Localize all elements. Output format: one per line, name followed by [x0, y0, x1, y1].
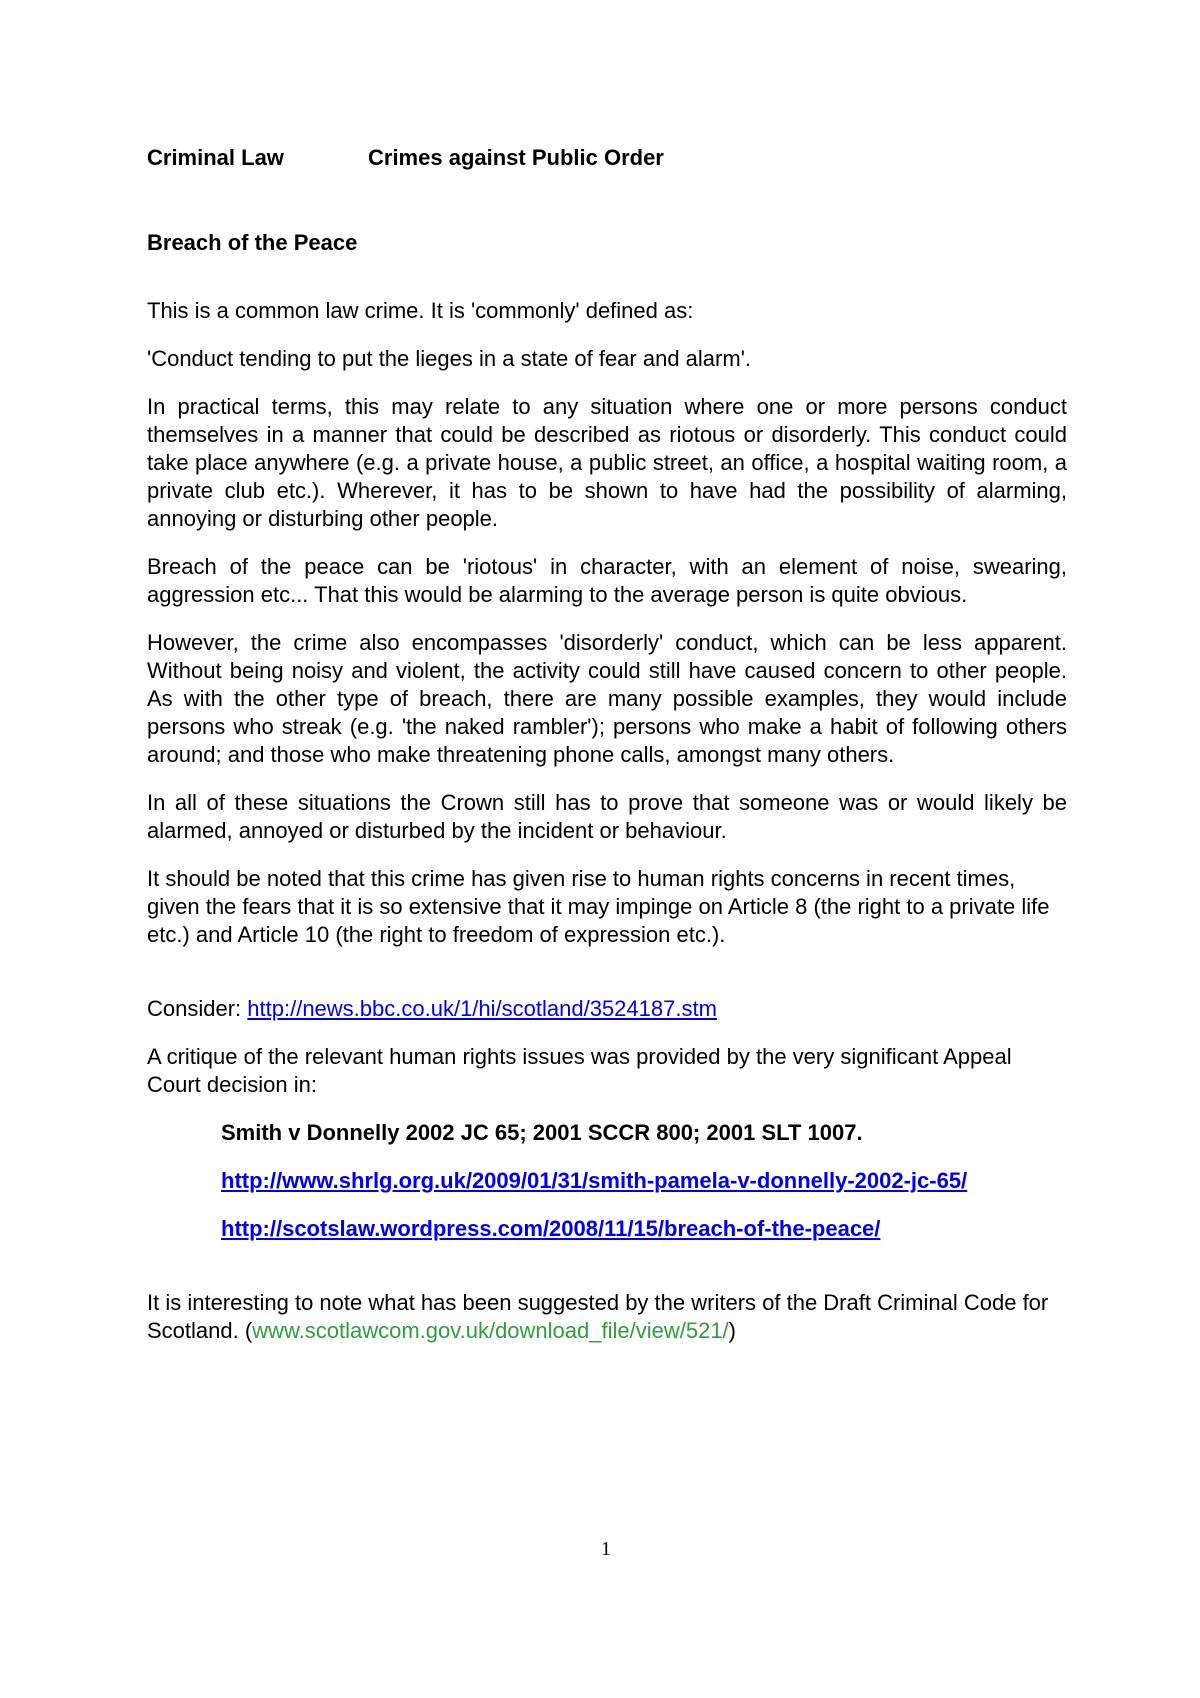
- scotlawcom-link[interactable]: www.scotlawcom.gov.uk/download_file/view/521/: [252, 1318, 729, 1343]
- page-number: 1: [601, 1538, 611, 1560]
- course-title: Criminal Law: [147, 145, 284, 170]
- topic-title: Crimes against Public Order: [368, 145, 664, 170]
- bbc-news-link[interactable]: http://news.bbc.co.uk/1/hi/scotland/3524187.stm: [247, 996, 717, 1021]
- paragraph-draft-code: [147, 1289, 1067, 1345]
- draft-code-tail: ): [728, 1318, 736, 1343]
- case-link-shrlg-line: [147, 1167, 1067, 1195]
- case-citation: Smith v Donnelly 2002 JC 65; 2001 SCCR 800; 2001 SLT 1007.: [221, 1120, 863, 1145]
- paragraph-human-rights: It should be noted that this crime has given rise to human rights concerns in recent times, given the fears that it is so extensive that it may impinge on Article 8 (the right to a private life etc.) and Article 10 (the right to freedom of expression etc.).: [147, 866, 1050, 947]
- draft-code-text: It is interesting to note what has been suggested by the writers of the Draft Criminal Code for Scotland. (: [147, 1290, 1049, 1343]
- spacer: [147, 1263, 1067, 1289]
- document-header: [147, 145, 664, 171]
- consider-line: [147, 995, 1067, 1023]
- consider-label: Consider:: [147, 996, 248, 1021]
- shrlg-link[interactable]: http://www.shrlg.org.uk/2009/01/31/smith-pamela-v-donnelly-2002-jc-65/: [221, 1168, 968, 1193]
- paragraph-definition-intro: This is a common law crime. It is 'commonly' defined as:: [147, 298, 694, 323]
- scotslaw-link[interactable]: http://scotslaw.wordpress.com/2008/11/15/breach-of-the-peace/: [221, 1216, 881, 1241]
- paragraph-riotous: Breach of the peace can be 'riotous' in character, with an element of noise, swearing, aggression etc... That this would be alarming to the average person is quite obvious.: [147, 554, 1067, 607]
- paragraph-critique: A critique of the relevant human rights issues was provided by the very significant Appeal Court decision in:: [147, 1044, 1012, 1097]
- paragraph-crown-proof: In all of these situations the Crown still has to prove that someone was or would likely be alarmed, annoyed or disturbed by the incident or behaviour.: [147, 790, 1067, 843]
- paragraph-disorderly: However, the crime also encompasses 'disorderly' conduct, which can be less apparent. Without being noisy and violent, the activity could still have caused concern to other people. As with the other type of breach, there are many possible examples, they would include persons who streak (e.g. 'the naked rambler'); persons who make a habit of following others around; and those who make threatening phone calls, amongst many others.: [147, 630, 1067, 767]
- case-link-scotslaw-line: [147, 1215, 1067, 1243]
- paragraph-definition-quote: 'Conduct tending to put the lieges in a state of fear and alarm'.: [147, 346, 752, 371]
- paragraph-practical-terms: In practical terms, this may relate to any situation where one or more persons conduct themselves in a manner that could be described as riotous or disorderly. This conduct could take place anywhere (e.g. a private house, a public street, an office, a hospital waiting room, a private club etc.). Wherever, it has to be shown to have had the possibility of alarming, annoying or disturbing other people.: [147, 394, 1067, 531]
- section-title: Breach of the Peace: [147, 230, 358, 255]
- body-text: [147, 297, 1067, 1365]
- spacer: [147, 969, 1067, 995]
